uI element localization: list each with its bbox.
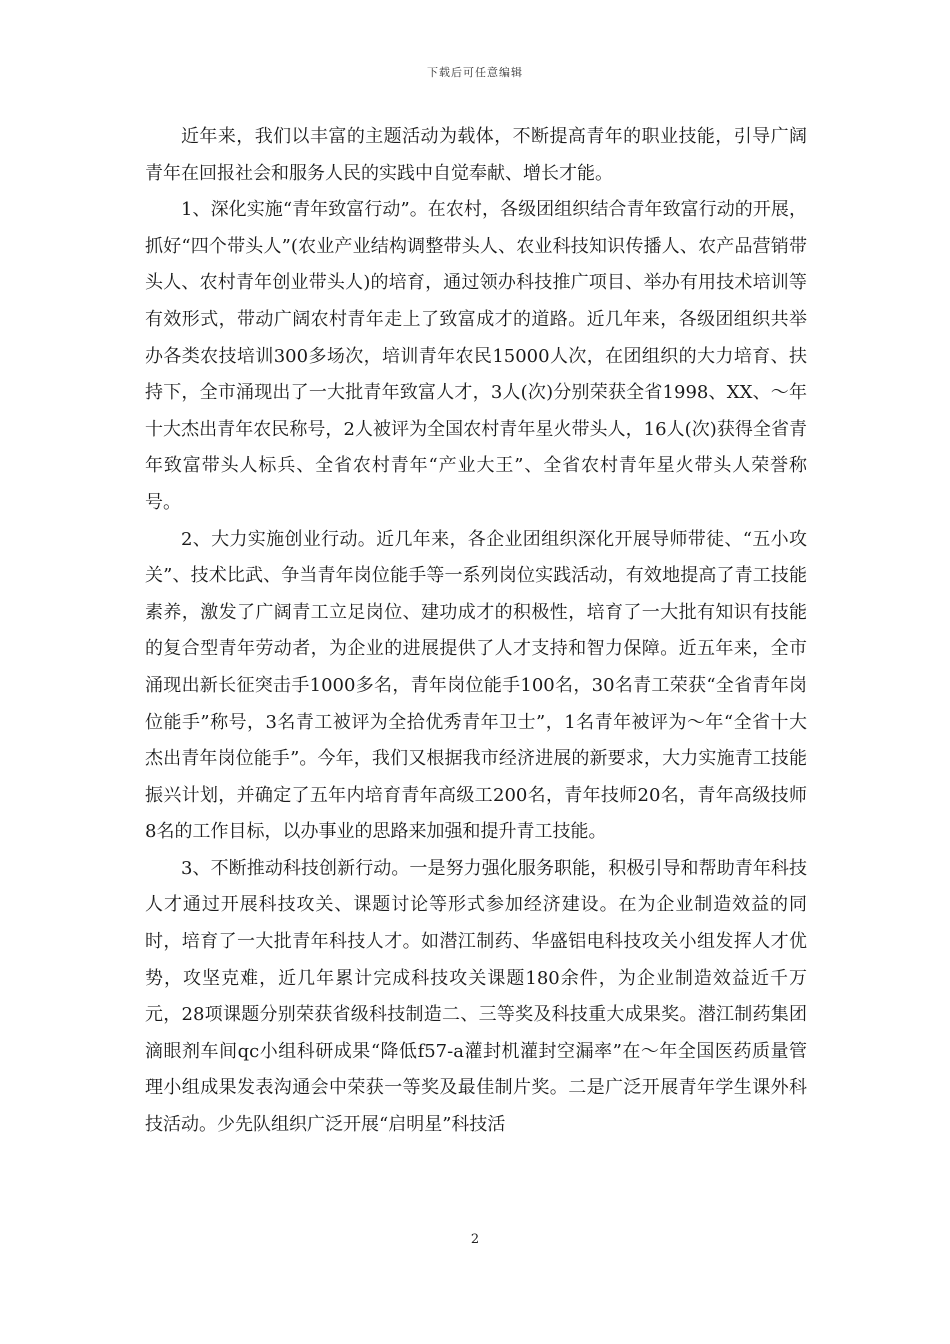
page-header: 下载后可任意编辑 <box>427 66 523 79</box>
paragraph-item-1: 1、深化实施“青年致富行动”。在农村，各级团组织结合青年致富行动的开展，抓好“四个带头人”(农业产业结构调整带头人、农业科技知识传播人、农产品营销带头人、农村青年创业带头人)的培育，通过领办科技推广项目、举办有用技术培训等有效形式，带动广阔农村青年走上了致富成才的道路。近几年来，各级团组织共举办各类农技培训300多场次，培训青年农民15000人次，在团组织的大力培育、扶持下，全市涌现出了一大批青年致富人才，3人(次)分别荣获全省1998、XX、～年十大杰出青年农民称号，2人被评为全国农村青年星火带头人，16人(次)获得全省青年致富带头人标兵、全省农村青年“产业大王”、全省农村青年星火带头人荣誉称号。 <box>145 199 807 513</box>
page-number: 2 <box>470 1232 480 1247</box>
paragraph-item-2: 2、大力实施创业行动。近几年来，各企业团组织深化开展导师带徒、“五小攻关”、技术比武、争当青年岗位能手等一系列岗位实践活动，有效地提高了青工技能素养，激发了广阔青工立足岗位、建功成才的积极性，培育了一大批有知识有技能的复合型青年劳动者，为企业的进展提供了人才支持和智力保障。近五年来，全市涌现出新长征突击手1000多名，青年岗位能手100名，30名青工荣获“全省青年岗位能手”称号，3名青工被评为全拾优秀青年卫士”，1名青年被评为～年“全省十大杰出青年岗位能手”。今年，我们又根据我市经济进展的新要求，大力实施青工技能振兴计划，并确定了五年内培育青年高级工200名，青年技师20名，青年高级技师8名的工作目标，以办事业的思路来加强和提升青工技能。 <box>145 528 807 843</box>
document-body <box>145 119 807 1144</box>
paragraph-item-3: 3、不断推动科技创新行动。一是努力强化服务职能，积极引导和帮助青年科技人才通过开展科技攻关、课题讨论等形式参加经济建设。在为企业制造效益的同时，培育了一大批青年科技人才。如潜江制药、华盛铝电科技攻关小组发挥人才优势，攻坚克难，近几年累计完成科技攻关课题180余件，为企业制造效益近千万元，28项课题分别荣获省级科技制造二、三等奖及科技重大成果奖。潜江制药集团滴眼剂车间qc小组科研成果“降低f57-a灌封机灌封空漏率”在～年全国医药质量管理小组成果发表沟通会中荣获一等奖及最佳制片奖。二是广泛开展青年学生课外科技活动。少先队组织广泛开展“启明星”科技活 <box>145 857 807 1136</box>
paragraph-intro: 近年来，我们以丰富的主题活动为载体，不断提高青年的职业技能，引导广阔青年在回报社会和服务人民的实践中自觉奉献、增长才能。 <box>145 126 807 184</box>
